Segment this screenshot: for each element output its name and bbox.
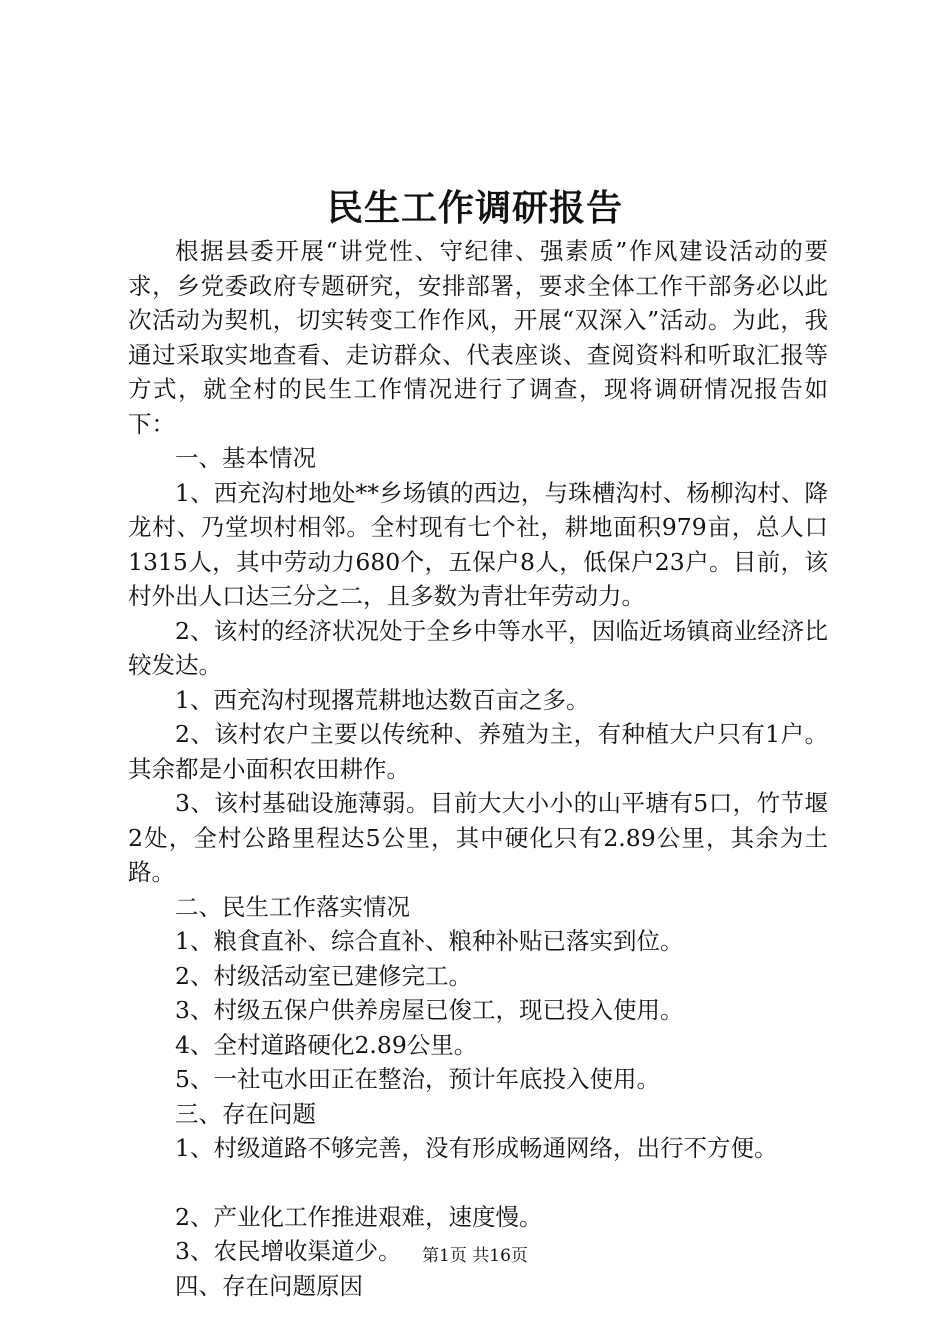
paragraph: 2、产业化工作推进艰难，速度慢。 [175, 1202, 543, 1231]
section-heading: 二、民生工作落实情况 [175, 892, 410, 921]
paragraph: 4、全村道路硬化2.89公里。 [175, 1030, 478, 1059]
paragraph: 2、该村农户主要以传统种、养殖为主，有种植大户只有1户。其余都是小面积农田耕作。 [128, 720, 828, 783]
paragraph: 2、村级活动室已建修完工。 [175, 961, 472, 990]
paragraph: 2、该村的经济状况处于全乡中等水平，因临近场镇商业经济比较发达。 [128, 616, 828, 679]
section-heading: 一、基本情况 [175, 444, 316, 472]
page-number-footer: 第1页 共16页 [422, 1246, 528, 1266]
document-body [128, 234, 828, 1303]
paragraph: 1、西充沟村现撂荒耕地达数百亩之多。 [175, 685, 590, 714]
paragraph: 3、农民增收渠道少。 [175, 1237, 402, 1265]
section-heading: 三、存在问题 [175, 1099, 316, 1128]
section-heading: 四、存在问题原因 [175, 1271, 363, 1300]
paragraph: 5、一社屯水田正在整治，预计年底投入使用。 [175, 1065, 660, 1093]
paragraph: 根据县委开展“讲党性、守纪律、强素质”作风建设活动的要求，乡党委政府专题研究，安排部署，要求全体工作干部务必以此次活动为契机，切实转变工作作风，开展“双深入”活动。为此，我通过采取实地查看、走访群众、代表座谈、查阅资料和听取汇报等方式，就全村的民生工作情况进行了调查，现将调研情况报告如下： [128, 237, 828, 438]
paragraph: 1、村级道路不够完善，没有形成畅通网络，出行不方便。 [175, 1134, 778, 1162]
paragraph: 3、该村基础设施薄弱。目前大大小小的山平塘有5口，竹节堰2处，全村公路里程达5公里，其中硬化只有2.89公里，其余为土路。 [128, 789, 828, 886]
paragraph: 3、村级五保户供养房屋已俊工，现已投入使用。 [175, 996, 684, 1024]
paragraph: 1、西充沟村地处**乡场镇的西边，与珠槽沟村、杨柳沟村、降龙村、乃堂坝村相邻。全村现有七个社，耕地面积979亩，总人口1315人，其中劳动力680个，五保户8人，低保户23户。目前，该村外出人口达三分之二，且多数为青壮年劳动力。 [128, 478, 828, 610]
paragraph: 1、粮食直补、综合直补、粮种补贴已落实到位。 [175, 927, 684, 955]
document-title: 民生工作调研报告 [326, 187, 623, 229]
